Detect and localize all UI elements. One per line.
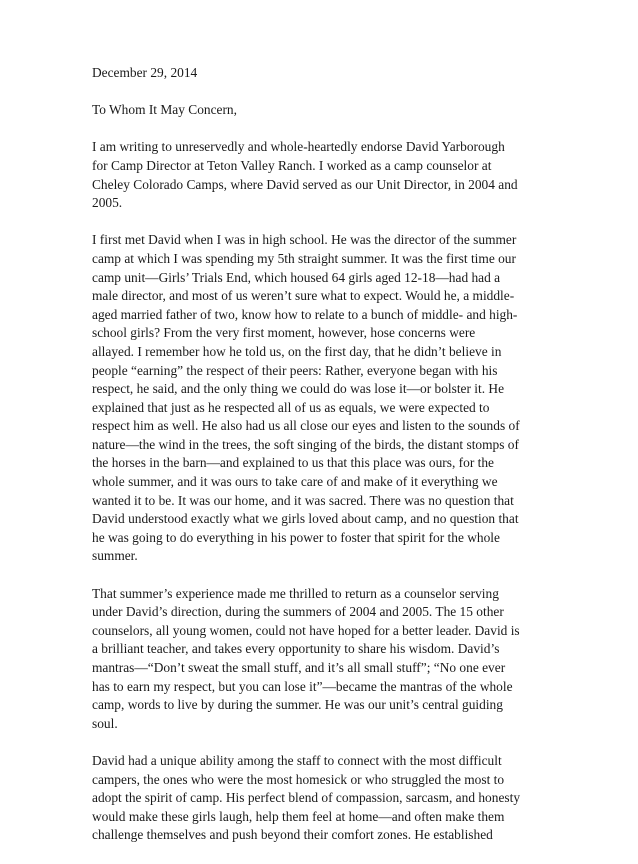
paragraph-line: school girls? From the very first moment, however, hose concerns were bbox=[92, 325, 476, 341]
letter-body bbox=[92, 64, 552, 864]
paragraph-line: male director, and most of us weren’t sure what to expect. Would he, a middle- bbox=[92, 288, 515, 304]
letter-paragraph bbox=[92, 752, 552, 845]
paragraph-line: under David’s direction, during the summers of 2004 and 2005. The 15 other bbox=[92, 604, 504, 620]
paragraph-line: challenge themselves and push beyond their comfort zones. He established bbox=[92, 827, 493, 843]
paragraph-line: David understood exactly what we girls loved about camp, and no question that bbox=[92, 511, 519, 527]
paragraph-line: I am writing to unreservedly and whole-heartedly endorse David Yarborough bbox=[92, 139, 505, 155]
letter-salutation: To Whom It May Concern, bbox=[92, 102, 237, 118]
paragraph-line: camp at which I was spending my 5th straight summer. It was the first time our bbox=[92, 250, 516, 266]
paragraph-line: would make these girls laugh, help them feel at home—and often make them bbox=[92, 808, 505, 824]
paragraph-line: camp, words to live by during the summer. He was our unit’s central guiding bbox=[92, 697, 503, 713]
paragraph-line: people “earning” the respect of their peers: Rather, everyone began with his bbox=[92, 362, 498, 378]
paragraph-line: adopt the spirit of camp. His perfect blend of compassion, sarcasm, and honesty bbox=[92, 790, 521, 806]
letter-paragraph bbox=[92, 138, 552, 212]
paragraph-line: 2005. bbox=[92, 195, 123, 211]
paragraph-line: David had a unique ability among the staff to connect with the most difficult bbox=[92, 752, 502, 768]
paragraph-line: mantras—“Don’t sweat the small stuff, and it’s all small stuff”; “No one ever bbox=[92, 660, 506, 675]
paragraph-line: explained that just as he respected all of us as equals, we were expected to bbox=[92, 399, 490, 415]
letter-date: December 29, 2014 bbox=[92, 65, 198, 80]
paragraph-line: respect, he said, and the only thing we could do was lose it—or bolster it. He bbox=[92, 381, 505, 397]
paragraph-line: I first met David when I was in high school. He was the director of the summer bbox=[92, 232, 517, 248]
paragraph-line: campers, the ones who were the most homesick or who struggled the most to bbox=[92, 771, 505, 787]
paragraph-line: the horses in the barn—and explained to us that this place was ours, for the bbox=[92, 455, 494, 471]
paragraph-line: he was going to do everything in his power to foster that spirit for the whole bbox=[92, 529, 500, 545]
paragraph-line: wanted it to be. It was our home, and it was sacred. There was no question that bbox=[92, 492, 514, 508]
paragraph-line: nature—the wind in the trees, the soft singing of the birds, the distant stomps of bbox=[92, 436, 519, 452]
paragraph-line: Cheley Colorado Camps, where David served as our Unit Director, in 2004 and bbox=[92, 176, 518, 192]
paragraph-line: summer. bbox=[92, 548, 138, 564]
letter-paragraphs bbox=[92, 138, 552, 845]
paragraph-line: whole summer, and it was ours to take care of and make of it everything we bbox=[92, 474, 498, 490]
paragraph-line: soul. bbox=[92, 715, 118, 731]
paragraph-line: for Camp Director at Teton Valley Ranch. I worked as a camp counselor at bbox=[92, 157, 492, 173]
paragraph-line: a brilliant teacher, and takes every opportunity to share his wisdom. David’s bbox=[92, 641, 500, 657]
paragraph-line: has to earn my respect, but you can lose it”—became the mantras of the whole bbox=[92, 678, 513, 694]
paragraph-line: aged married father of two, know how to relate to a bunch of middle- and high- bbox=[92, 306, 518, 322]
paragraph-line: camp unit—Girls’ Trials End, which housed 64 girls aged 12-18—had had a bbox=[92, 269, 501, 285]
paragraph-line: counselors, all young women, could not have hoped for a better leader. David is bbox=[92, 622, 520, 638]
paragraph-line: That summer’s experience made me thrilled to return as a counselor serving bbox=[92, 585, 499, 601]
letter-paragraph bbox=[92, 231, 552, 566]
letter-paragraph bbox=[92, 585, 552, 734]
paragraph-line: respect him as well. He also had us all close our eyes and listen to the sounds of bbox=[92, 418, 520, 434]
paragraph-line: allayed. I remember how he told us, on the first day, that he didn’t believe in bbox=[92, 343, 502, 359]
